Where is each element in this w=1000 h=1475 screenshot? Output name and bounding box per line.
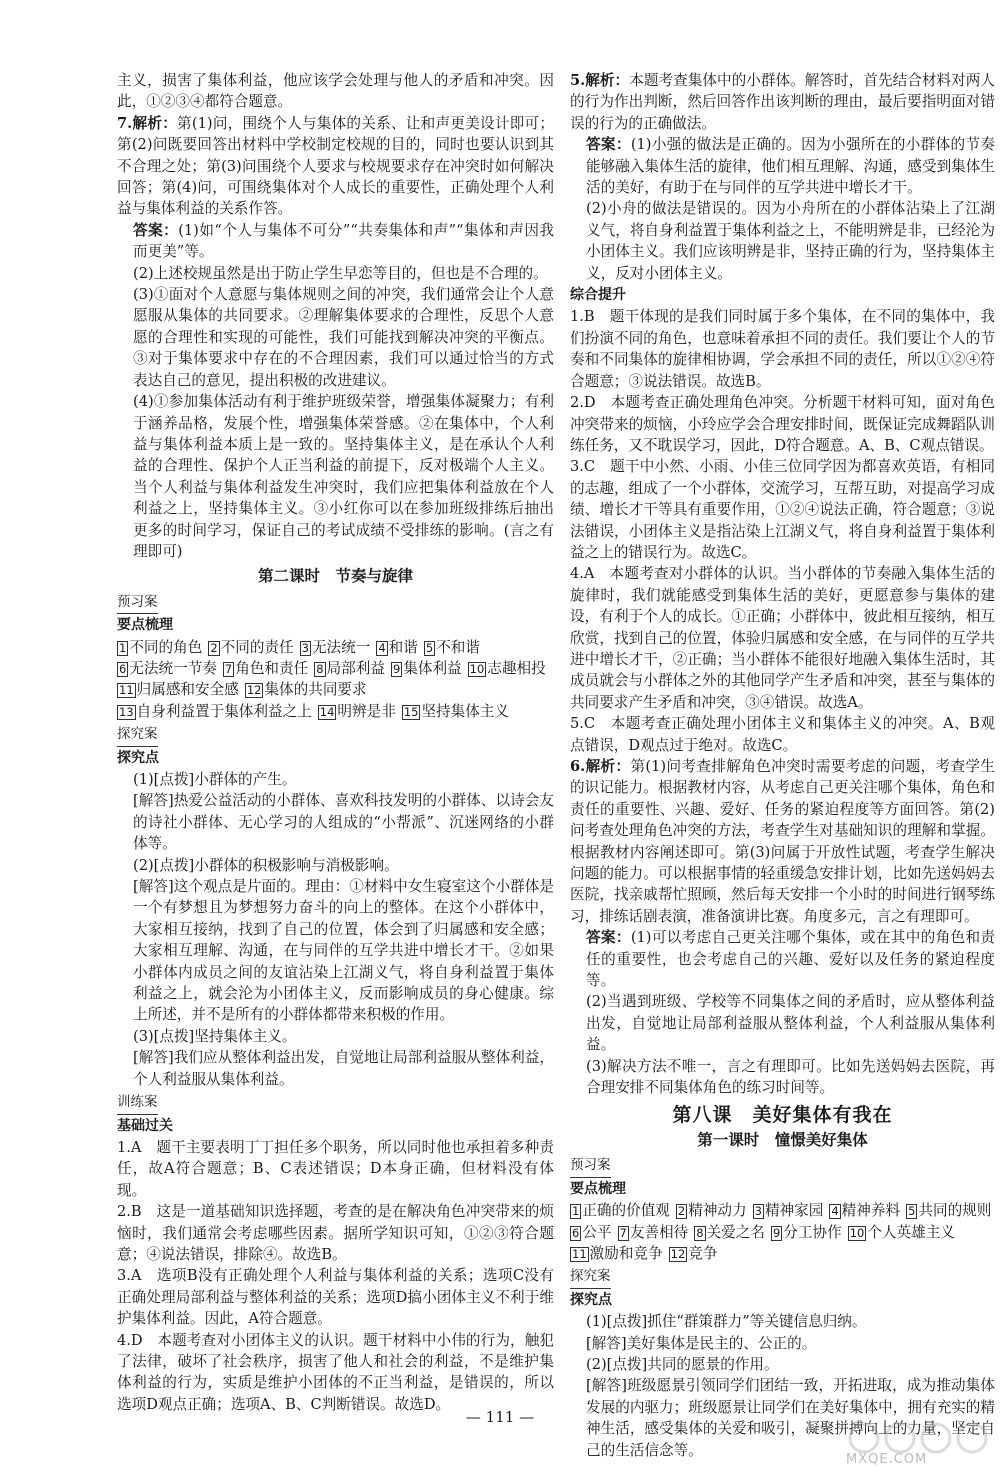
answer-6-3: (3)解决方法不唯一，言之有理即可。比如先送妈妈去医院，再合理安排不同集体角色的练习时间等。	[586, 1057, 995, 1097]
answer-7: 答案：(1)如“个人与集体不可分”“共奏集体和声”“集体和声因我而更美”等。	[133, 221, 554, 261]
term-item: 7 角色和责任	[224, 659, 309, 677]
term-item: 9 集体利益	[392, 659, 462, 677]
section-title: 第一课时 憧憬美好集体	[697, 1130, 868, 1149]
answer-6: 答案：(1)可以考虑自己更关注哪个集体，或在其中的角色和责任的重要性，也会考虑自己的兴趣、爱好以及任务的紧迫程度等。	[586, 929, 995, 990]
answer-1: [解答]美好集体是民主的、公正的。	[586, 1334, 817, 1352]
key-points-heading: 要点梳理	[117, 617, 173, 634]
hint-2: (2)[点拨]共同的愿景的作用。	[586, 1355, 779, 1373]
comprehensive-heading: 综合提升	[570, 287, 626, 304]
key-points-heading: 要点梳理	[570, 1180, 626, 1197]
term-item: 3 精神家园	[754, 1202, 824, 1220]
term-item: 2 不同的责任	[210, 638, 294, 656]
watermark-text: MXQE.COM	[846, 1452, 928, 1467]
answer-2: [解答]这个观点是片面的。理由：①材料中女生寝室这个小群体是一个有梦想且为梦想努力奋斗的向上的整体。在这个小群体中，大家相互接纳，找到了自己的位置，体会到了归属感和安全感；大家相互理解、沟通，在与同伴的互学共进中增长才干。②如果小群体内成员之间的友谊沾染上江湖义气，将自身利益置于集体利益之上，就会沦为小团体主义，反而影响成员的身心健康。综上所述，并不是所有的小群体都带来积极的作用。	[133, 878, 554, 1024]
preview-label: 预习案	[570, 1155, 611, 1177]
comp-item-1: 1.B 题干体现的是我们同时属于多个集体，在不同的集体中，我们扮演不同的角色，也意味着承担不同的责任。我们要让个人的节奏和不同集体的旋律相协调，学会承担不同的责任，所以①②④符合题意；③说法错误。故选B。	[570, 308, 995, 390]
term-item: 12 集体的共同要求	[246, 681, 367, 699]
answer-5: 答案：(1)小强的做法是正确的。因为小强所在的小群体的节奏能够融入集体生活的旋律，他们相互理解、沟通，感受到集体生活的美好，有助于在与同伴的互学共进中增长才干。	[586, 136, 995, 197]
term-item: 8 关爱之名	[696, 1223, 765, 1241]
term-item: 4 和谐	[378, 638, 418, 656]
section-title: 第二课时 节奏与旋律	[257, 567, 413, 586]
answer-7-3: (3)①面对个人意愿与集体规则之间的冲突，我们通常会让个人意愿服从集体的共同要求。②理解集体要求的合理性，反思个人意愿的合理性和实现的可能性，我们可能找到解决冲突的平衡点。③对于集体要求中存在的不合理因素，我们可以通过恰当的方式表达自己的意见，提出积极的改进建议。	[133, 286, 554, 389]
explore-label: 探究案	[570, 1266, 611, 1288]
term-item: 8 局部利益	[316, 659, 385, 677]
question-5: 5.解析：本题考查集体中的小群体。解答时，首先结合材料对两人的行为作出判断，然后回答作出该判断的理由，最后要指明面对错误的行为的正确做法。	[570, 72, 995, 132]
answer-2: [解答]班级愿景引领同学们团结一致，开拓进取，成为推动集体发展的内驱力；班级愿景让同学们在美好集体中，拥有充实的精神生活，感受集体的关爱和吸引，凝聚拼搏向上的力量，坚定自己的生活信念等。	[586, 1377, 995, 1459]
comp-item-4: 4.A 本题考查对小群体的认识。当小群体的节奏融入集体生活的旋律时，我们就能感受到集体生活的美好，更愿意参与集体的建设，有利于个人的成长。①正确；小群体中，彼此相互接纳，相互欣赏，找到自己的位置，体验归属感和安全感，在与同伴的互学共进中增长才干，②正确；当小群体不能很好地融入集体生活时，其成员就会与小群体之外的其他同学产生矛盾和冲突，甚至与集体的共同要求产生矛盾和冲突，③④错误。故选A。	[570, 565, 995, 711]
page-number: — 111 —	[465, 1408, 535, 1426]
term-item: 1 正确的价值观	[572, 1202, 670, 1220]
hint-1: (1)[点拨]小群体的产生。	[133, 771, 297, 788]
basic-item-2: 2.B 这是一道基础知识选择题，考查的是在解决角色冲突带来的烦恼时，我们通常会考虑哪些因素。据所学知识可知，①②③符合题意；④说法错误，排除④。故选B。	[117, 1203, 554, 1263]
term-item: 13 自身利益置于集体利益之上	[119, 702, 312, 720]
answer-6-2: (2)当遇到班级、学校等不同集体之间的矛盾时，应从整体利益出发，自觉地让局部利益服从整体利益，个人利益服从集体利益。	[586, 993, 995, 1054]
left-column	[117, 70, 554, 1415]
basic-item-1: 1.A 题干主要表明丁丁担任多个职务，所以同时他也承担着多种责任，故A符合题意；B、C表述错误；D本身正确，但材料没有体现。	[117, 1138, 554, 1199]
comp-item-6: 6.解析：第(1)问考查排解角色冲突时需要考虑的问题，考查学生的识记能力。根据教材内容，从考虑自己更关注哪个集体，角色和责任的重要性、兴趣、爱好、任务的紧迫程度等方面回答。第(2)问考查处理角色冲突的方法，考查学生对基础知识的理解和掌握。根据教材内容阐述即可。第(3)问属于开放性试题，考查学生解决问题的能力。可以根据事情的轻重缓急安排计划，比如先送妈妈去医院，找亲戚帮忙照顾，然后每天安排一个小时的时间进行钢琴练习，排练话剧表演，准备演讲比赛。角度多元，言之有理即可。	[570, 758, 995, 925]
lesson-title: 第八课 美好集体有我在	[672, 1103, 893, 1126]
term-item: 6 无法统一节奏	[119, 659, 217, 677]
term-item: 14 明辨是非	[319, 702, 396, 720]
term-item: 2 精神动力	[677, 1202, 747, 1220]
preview-label: 预习案	[117, 592, 158, 614]
explore-point-heading: 探究点	[570, 1291, 612, 1308]
key-points-list	[117, 637, 554, 723]
term-item: 12 竞争	[670, 1244, 718, 1262]
key-points-list	[570, 1200, 995, 1264]
term-item: 5 共同的规则	[908, 1202, 992, 1220]
term-item: 5 不和谐	[425, 638, 480, 656]
question-7: 7.解析：第(1)问，围绕个人与集体的关系、让和声更美设计即可；第(2)问既要回答出材料中学校制定校规的目的，同时也要认识到其不合理之处；第(3)问围绕个人要求与校规要求存在冲突时如何解决回答；第(4)问，可围绕集体对个人成长的重要性，正确处理个人利益与集体利益的关系作答。	[117, 114, 554, 218]
term-item: 11 归属感和安全感	[119, 681, 239, 699]
term-item: 7 友善相待	[619, 1223, 689, 1241]
basic-heading: 基础过关	[117, 1117, 173, 1134]
hint-2: (2)[点拨]小群体的积极影响与消极影响。	[133, 856, 399, 874]
answer-1: [解答]热爱公益活动的小群体、喜欢科技发明的小群体、以诗会友的诗社小群体、无心学习的人组成的“小帮派”、沉迷网络的小群体等。	[133, 792, 554, 853]
explore-point-heading: 探究点	[117, 749, 159, 766]
answer-7-2: (2)上述校规虽然是出于防止学生早恋等目的，但也是不合理的。	[133, 264, 548, 282]
hint-1: (1)[点拨]抓住“群策群力”等关键信息归纳。	[586, 1313, 867, 1331]
term-item: 11 激励和竞争	[572, 1244, 663, 1262]
answer-3: [解答]我们应从整体利益出发，自觉地让局部利益服从整体利益，个人利益服从集体利益。	[133, 1049, 554, 1088]
term-item: 15 坚持集体主义	[403, 702, 510, 720]
comp-item-5: 5.C 本题考查正确处理小团体主义和集体主义的冲突。A、B观点错误，D观点过于绝对。故选C。	[570, 715, 995, 754]
basic-item-3: 3.A 选项B没有正确处理个人利益与集体利益的关系；选项C没有正确处理局部利益与整体利益的关系；选项D搞小团体主义不利于维护集体利益。因此，A符合题意。	[117, 1267, 554, 1328]
right-column	[570, 70, 995, 1461]
answer-5-2: (2)小舟的做法是错误的。因为小舟所在的小群体沾染上了江湖义气，将自身利益置于集体利益之上，不能明辨是非，已经沦为小团体主义。我们应该明辨是非，坚持正确的行为，坚持集体主义，反对小团体主义。	[586, 200, 995, 282]
term-item: 9 分工协作	[772, 1223, 842, 1241]
term-item: 10 志趣相投	[469, 659, 546, 677]
comp-item-2: 2.D 本题考查正确处理角色冲突。分析题干材料可知，面对角色冲突带来的烦恼，小玲应学会合理安排时间，既保证完成舞蹈队训练任务，又不耽误学习，因此，D符合题意。A、B、C观点错误。	[570, 394, 995, 454]
term-item: 3 无法统一	[301, 638, 371, 656]
answer-7-4: (4)①参加集体活动有利于维护班级荣誉，增强集体凝聚力；有利于涵养品格，发展个性，增强集体荣誉感。②在集体中，个人利益与集体利益本质上是一致的。坚持集体主义，是在承认个人利益的合理性、保护个人正当利益的前提下，反对极端个人主义。当个人利益与集体利益发生冲突时，我们应把集体利益放在个人利益之上，坚持集体主义。③小红你可以在参加班级排练后抽出更多的时间学习，保证自己的考试成绩不受排练的影响。(言之有理即可)	[133, 393, 554, 560]
basic-item-4: 4.D 本题考查对小团体主义的认识。题干材料中小伟的行为，触犯了法律，破坏了社会秩序，损害了他人和社会的利益，不是维护集体利益的行为，实质是维护小团体的不正当利益，是错误的，所以选项D观点正确；选项A、B、C判断错误。故选D。	[117, 1331, 554, 1413]
text-paragraph: 主义，损害了集体利益，他应该学会处理与他人的矛盾和冲突。因此，①②③④都符合题意。	[117, 72, 554, 111]
term-item: 6 公平	[572, 1223, 612, 1241]
comp-item-3: 3.C 题干中小然、小雨、小佳三位同学因为都喜欢英语，有相同的志趣，组成了一个小群体，交流学习，互帮互助，对提高学习成绩、增长才干等具有重要作用，①②④说法正确，符合题意；③说法错误，小团体主义是指沾染上江湖义气，将自身利益置于集体利益之上的错误行为。故选C。	[570, 458, 995, 561]
term-item: 1 不同的角色	[119, 638, 203, 656]
term-item: 10 个人英雄主义	[849, 1223, 955, 1241]
term-item: 4 精神养料	[831, 1202, 901, 1220]
train-label: 训练案	[117, 1092, 158, 1114]
hint-3: (3)[点拨]坚持集体主义。	[133, 1027, 297, 1045]
explore-label: 探究案	[117, 724, 158, 746]
